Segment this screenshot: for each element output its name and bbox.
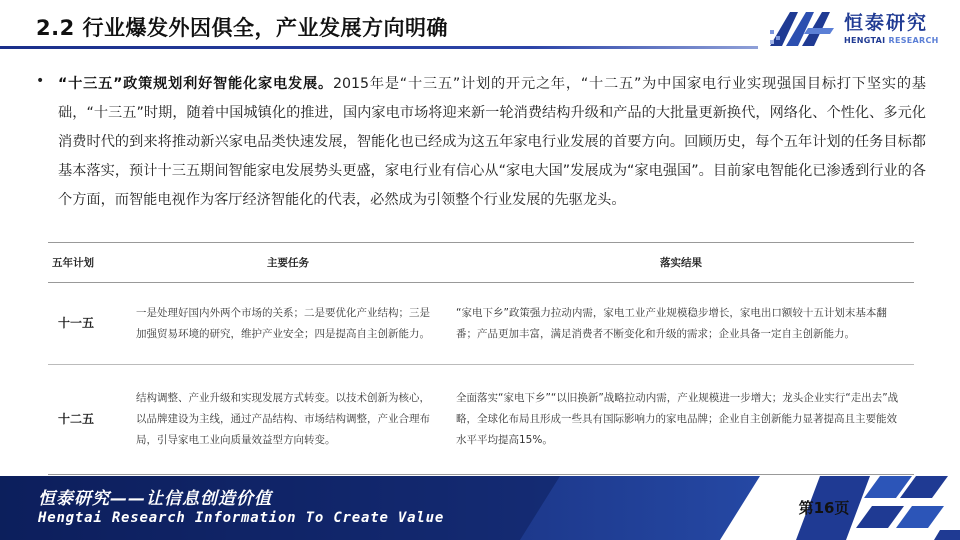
footer-slogan-en: Hengtai Research Information To Create Value	[38, 510, 445, 526]
logo-name-cn: 恒泰研究	[844, 12, 929, 34]
logo-en-part-2: RESEARCH	[888, 36, 939, 45]
page-title: 2.2 行业爆发外因俱全，产业发展方向明确	[36, 16, 449, 40]
bullet-marker: •	[36, 73, 45, 89]
cell-result: “家电下乡”政策强力拉动内需，家电工业产业规模稳步增长，家电出口额较十五计划末基本翻番；产品更加丰富，满足消费者不断变化和升级的需求；企业具备一定自主创新能力。	[448, 283, 914, 365]
paragraph-lead: “十三五”政策规划利好智能化家电发展。	[58, 76, 333, 92]
company-logo	[768, 6, 948, 50]
table-header-row	[48, 243, 914, 283]
cell-result: 全面落实“家电下乡”“以旧换新”战略拉动内需，产业规模进一步增大；龙头企业实行“走出去”战略，全球化布局且形成一些具有国际影响力的家电品牌；企业自主创新能力显著提高且主要能效水平平均提高15%。	[448, 365, 914, 475]
table-row	[48, 365, 914, 475]
slide-header	[0, 0, 960, 52]
header-plan: 五年计划	[48, 243, 128, 283]
logo-en-part-1: HENGTAI	[844, 36, 886, 45]
table-row	[48, 283, 914, 365]
plan-table	[48, 242, 914, 475]
slide-footer	[0, 476, 960, 540]
five-year-plan-table	[48, 242, 914, 474]
cell-plan: 十二五	[48, 365, 128, 475]
logo-mark-icon	[768, 6, 836, 50]
header-task: 主要任务	[128, 243, 448, 283]
paragraph-body: 2015年是“十三五”计划的开元之年，“十二五”为中国家电行业实现强国目标打下坚实的基础，“十三五”时期，随着中国城镇化的推进，国内家电市场将迎来新一轮消费结构升级和产品的大批量更新换代，网络化、个性化、多元化消费时代的到来将推动新兴家电品类快速发展，智能化也已经成为这五年家电行业发展的首要方向。回顾历史，每个五年计划的任务目标都基本落实，预计十三五期间智能家电发展势头更盛，家电行业有信心从“家电大国”发展成为“家电强国”。目前家电智能化已渗透到行业的各个方面，而智能电视作为客厅经济智能化的代表，必然成为引领整个行业发展的先驱龙头。	[58, 76, 926, 208]
cell-plan: 十一五	[48, 283, 128, 365]
header-result: 落实结果	[448, 243, 914, 283]
cell-task: 结构调整、产业升级和实现发展方式转变。以技术创新为核心，以品牌建设为主线，通过产品结构、市场结构调整，产业合理布局，引导家电工业向质量效益型方向转变。	[128, 365, 448, 475]
bullet-paragraph	[36, 70, 926, 215]
page-number: 第16页	[798, 499, 850, 517]
footer-slogan-cn: 恒泰研究——让信息创造价值	[38, 489, 272, 509]
cell-task: 一是处理好国内外两个市场的关系；二是要优化产业结构；三是加强贸易环境的研究，维护产业安全；四是提高自主创新能力。	[128, 283, 448, 365]
title-divider	[0, 46, 758, 49]
paragraph-text	[58, 70, 926, 215]
logo-name-en	[844, 36, 939, 45]
